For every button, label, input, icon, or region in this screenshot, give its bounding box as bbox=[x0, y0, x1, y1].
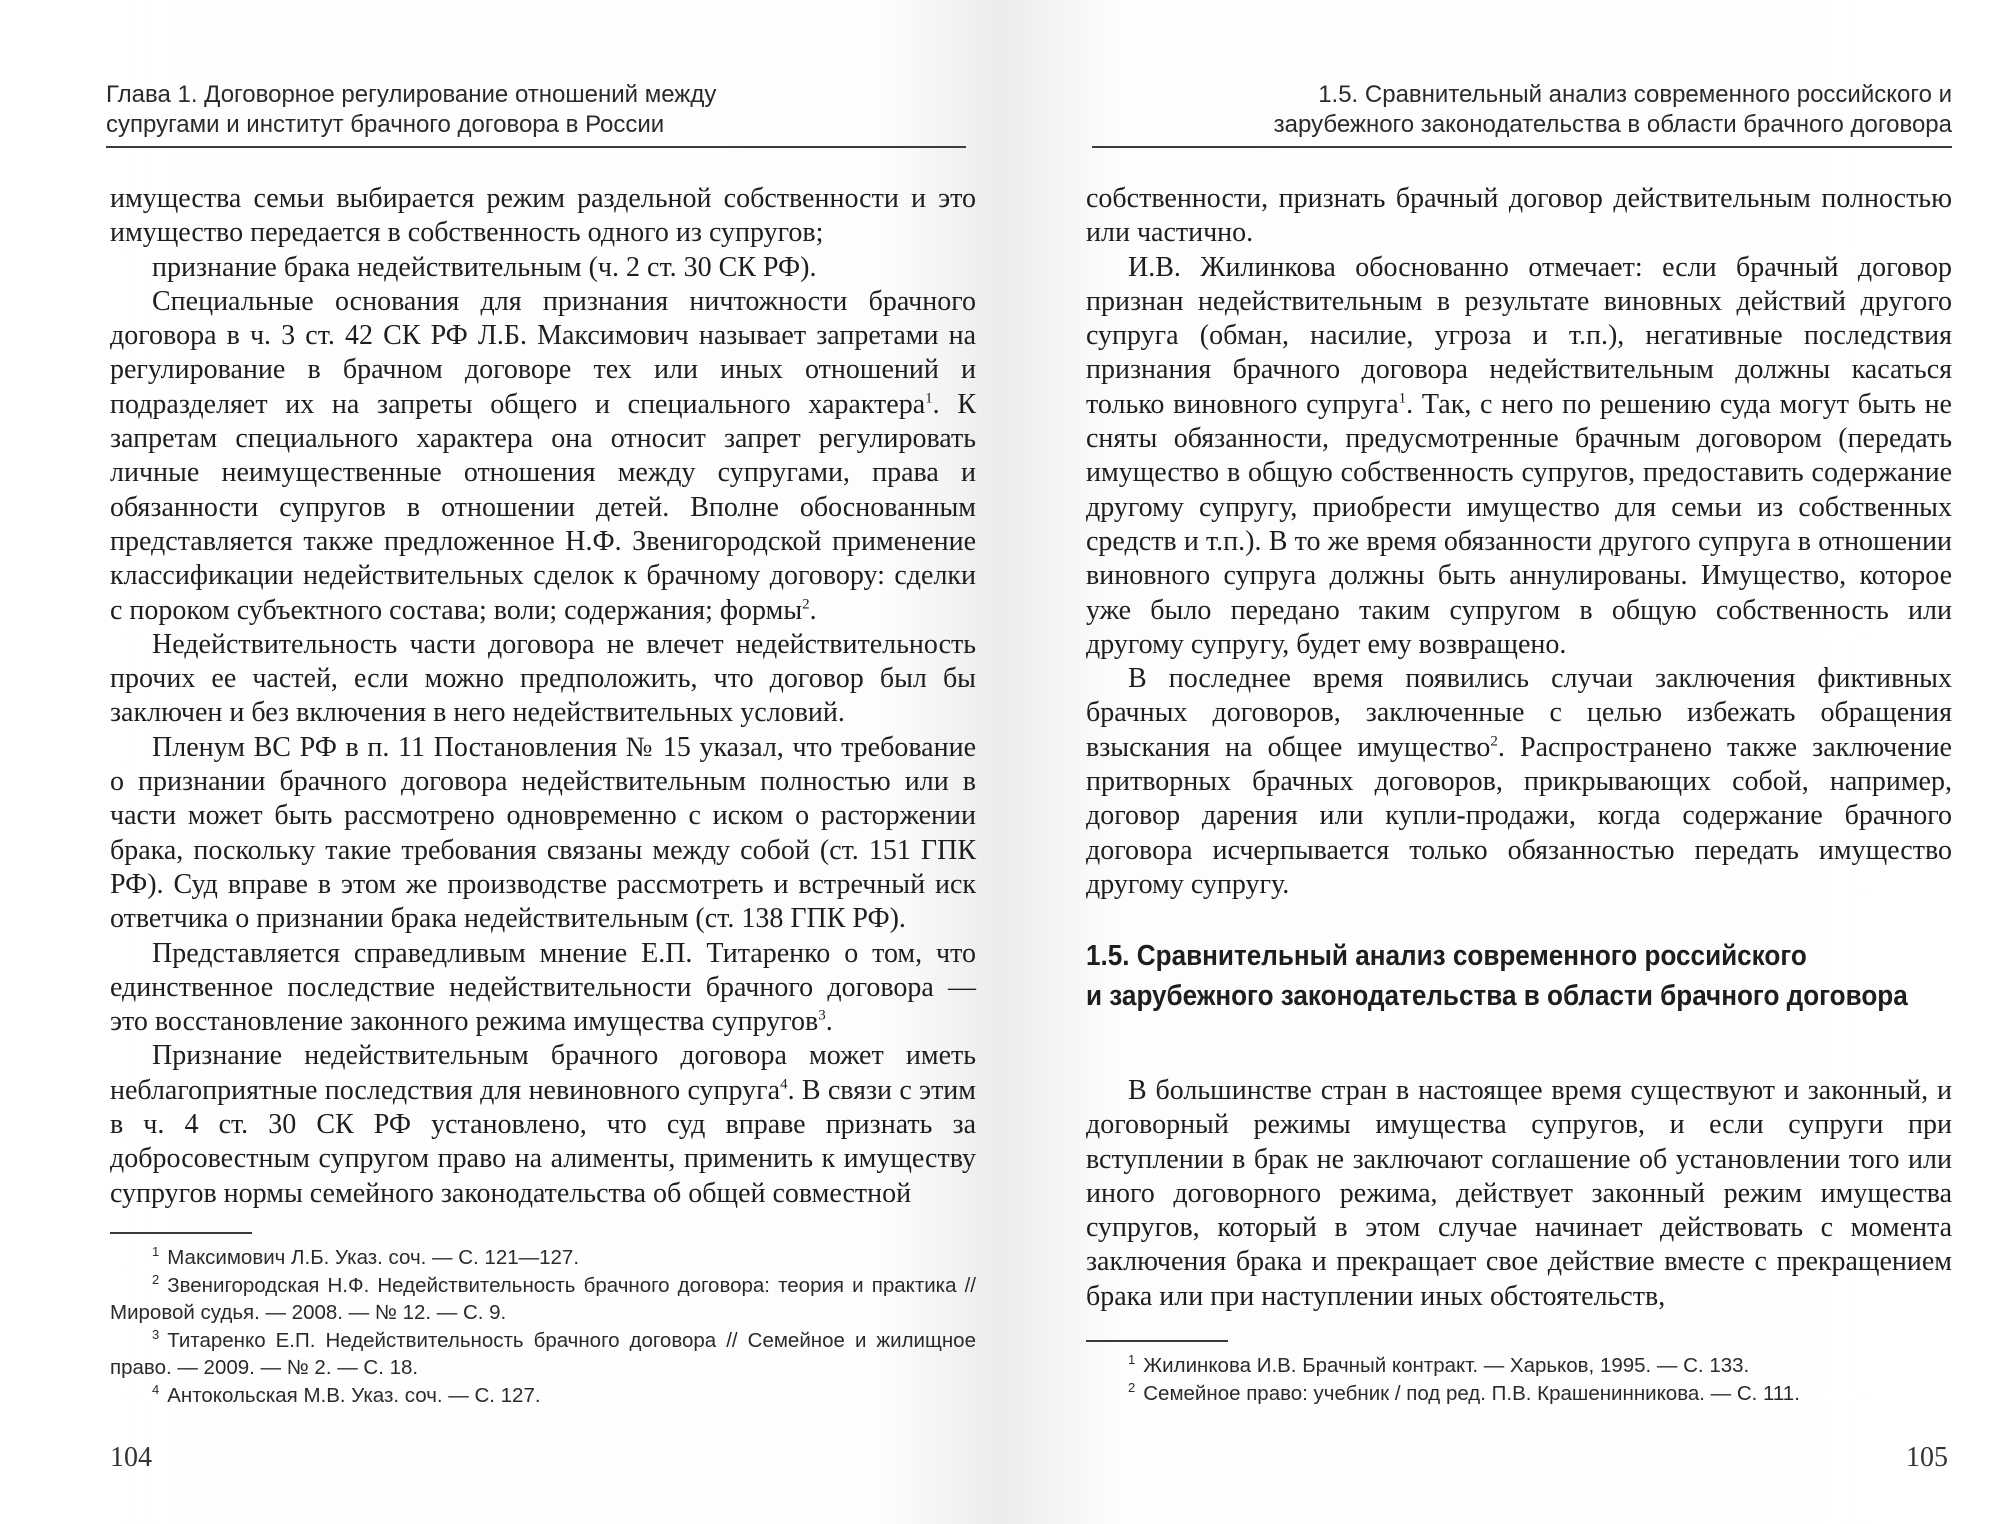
footnote-ref: 4 bbox=[780, 1076, 788, 1093]
page-number: 104 bbox=[110, 1442, 152, 1473]
body-text bbox=[110, 182, 976, 1211]
running-header bbox=[106, 80, 966, 148]
paragraph: Представляется справедливым мнение Е.П. Титаренко о том, что единственное последствие недействительности брачного договора — это восстановление законного режима имущества супругов$^3$. bbox=[110, 937, 976, 1038]
footnotes bbox=[1086, 1352, 1952, 1407]
body-text bbox=[1086, 182, 1952, 902]
paragraph: Признание недействительным брачного договора может иметь неблагоприятные последствия для невиновного супруга$^4$. В связи с этим в ч. 4 ст. 30 СК РФ установлено, что суд вправе признать за добросовестным супругом право на алименты, применить к имуществу супругов нормы семейного законодательства об общей совместной bbox=[110, 1040, 977, 1209]
paragraph: Пленум ВС РФ в п. 11 Постановления № 15 указал, что требование о признании брачного договора недействительным полностью или в части может быть рассмотрено одновременно с иском о расторжении брака, поскольку такие требования связаны между собой (ст. 151 ГПК РФ). Суд вправе в этом же производстве рассмотреть и встречный иск ответчика о признании брака недействительным (ст. 138 ГПК РФ). bbox=[110, 731, 976, 935]
footnote: $^2$ Семейное право: учебник / под ред. П.В. Крашенинникова. — С. 111. bbox=[1128, 1379, 1800, 1405]
footnote-ref: 1 bbox=[925, 390, 933, 407]
section-heading-line: 1.5. Сравнительный анализ современного российского bbox=[1086, 940, 1807, 972]
paragraph: В последнее время появились случаи заключения фиктивных брачных договоров, заключенные с целью избежать обращения взыскания на общее имущество$^2$. Распространено также заключение притворных брачных договоров, прикрывающих собой, например, договор дарения или купли-продажи, когда содержание брачного договора исчерпывается только обязанностью передать имущество другому супругу. bbox=[1086, 663, 1952, 900]
paragraph: В большинстве стран в настоящее время существуют и законный, и договорный режимы имущества супругов, и если супруги при вступлении в брак не заключают соглашение об установлении того или иного договорного режима, действует законный режим имущества супругов, который в этом случае начинает действовать с момента заключения брака и прекращает свое действие вместе с прекращением брака или при наступлении иных обстоятельств, bbox=[1086, 1075, 1952, 1312]
paragraph: Специальные основания для признания ничтожности брачного договора в ч. 3 ст. 42 СК РФ Л.Б. Максимович называет запретами на регулирование в брачном договоре тех или иных отношений и подразделяет их на запреты общего и специального характера$^1$. К запретам специального характера она относит запрет регулировать личные неимущественные отношения между супругами, права и обязанности супругов в отношении детей. Вполне обоснованным представляется также предложенное Н.Ф. Звенигородской применение классификации недействительных сделок к брачному договору: сделки с пороком субъектного состава; воли; содержания; формы$^2$. bbox=[110, 285, 976, 626]
paragraph: И.В. Жилинкова обоснованно отмечает: если брачный договор признан недействительным в результате виновных действий другого супруга (обман, насилие, угроза и т.п.), негативные последствия признания брачного договора недействительным должны касаться только виновного супруга$^1$. Так, с него по решению суда могут быть не сняты обязанности, предусмотренные брачным договором (передать имущество в общую собственность супругов, предоставить содержание другому супругу, приобрести имущество для семьи из собственных средств и т.п.). В то же время обязанности другого супруга в отношении виновного супруга должны быть аннулированы. Имущество, которое уже было передано таким супругом в общую собственность или другому супругу, будет ему возвращено. bbox=[1086, 251, 1952, 660]
footnote-divider bbox=[110, 1232, 252, 1234]
footnote: $^2$ Звенигородская Н.Ф. Недействительность брачного договора: теория и практика // Мировой судья. — 2008. — № 12. — С. 9. bbox=[110, 1271, 976, 1324]
paragraph: признание брака недействительным (ч. 2 ст. 30 СК РФ). bbox=[152, 251, 817, 283]
page-number: 105 bbox=[1906, 1442, 1948, 1473]
section-heading bbox=[1086, 936, 1952, 1016]
running-header bbox=[1092, 80, 1952, 148]
footnote-ref: 2 bbox=[1490, 733, 1498, 750]
footnote-ref: 1 bbox=[1398, 390, 1407, 407]
paragraph: Недействительность части договора не влечет недействительность прочих ее частей, если можно предположить, что договор был бы заключен и без включения в него недействительных условий. bbox=[110, 628, 976, 729]
section-body bbox=[1086, 1074, 1952, 1314]
footnote: $^3$ Титаренко Е.П. Недействительность брачного договора // Семейное и жилищное право. — 2009. — № 2. — С. 18. bbox=[110, 1326, 976, 1379]
footnote: $^4$ Антокольская М.В. Указ. соч. — С. 127. bbox=[152, 1381, 541, 1407]
footnote-ref: 2 bbox=[802, 596, 810, 613]
footnote: $^1$ Максимович Л.Б. Указ. соч. — С. 121—127. bbox=[152, 1244, 580, 1269]
right-page bbox=[1000, 0, 2000, 1524]
header-line: зарубежного законодательства в области брачного договора bbox=[1273, 111, 1952, 138]
footnote-divider bbox=[1086, 1340, 1228, 1342]
footnote-ref: 3 bbox=[818, 1007, 826, 1024]
header-line: 1.5. Сравнительный анализ современного российского и bbox=[1318, 81, 1952, 108]
section-heading-line: и зарубежного законодательства в области брачного договора bbox=[1086, 980, 1908, 1012]
header-line: Глава 1. Договорное регулирование отношений между bbox=[106, 81, 717, 108]
header-line: супругами и институт брачного договора в России bbox=[106, 111, 665, 138]
footnotes bbox=[110, 1244, 976, 1409]
paragraph: имущества семьи выбирается режим раздельной собственности и это имущество передается в собственность одного из супругов; bbox=[110, 183, 976, 249]
footnote: $^1$ Жилинкова И.В. Брачный контракт. — Харьков, 1995. — С. 133. bbox=[1128, 1352, 1750, 1377]
paragraph: собственности, признать брачный договор действительным полностью или частично. bbox=[1086, 183, 1952, 249]
